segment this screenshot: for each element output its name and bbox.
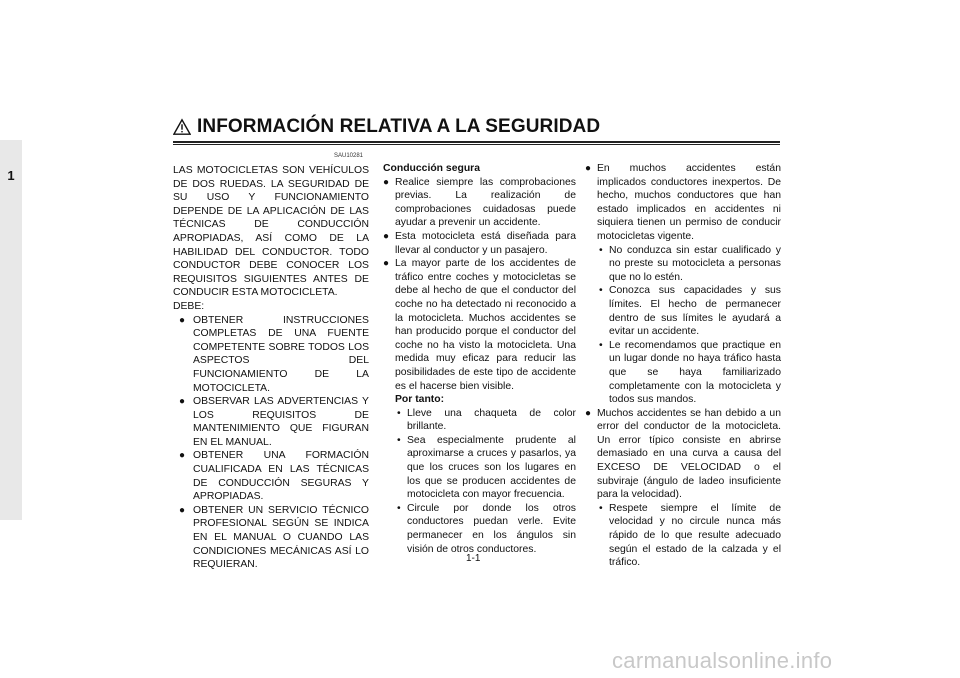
bullet-icon: ● — [179, 450, 186, 462]
page-title: INFORMACIÓN RELATIVA A LA SEGURIDAD — [197, 116, 601, 137]
bullet-icon: ● — [585, 163, 592, 174]
small-bullet-icon: • — [397, 502, 401, 514]
list-item: ● OBSERVAR LAS ADVERTENCIAS Y LOS REQUISITOS DE MANTENIMIENTO QUE FIGURAN EN EL MANUAL. — [179, 396, 369, 448]
list-item: ● OBTENER UN SERVICIO TÉCNICO PROFESIONAL SEGÚN SE INDICA EN EL MANUAL O CUANDO LAS CONDICIONES MECÁNICAS ASÍ LO REQUIERAN. — [179, 504, 369, 571]
list-item: ● Esta motocicleta está diseñada para llevar al conductor y un pasajero. — [383, 230, 576, 256]
list-item: ● OBTENER UNA FORMACIÓN CUALIFICADA EN LAS TÉCNICAS DE CONDUCCIÓN SEGURAS Y APROPIADAS. — [179, 450, 369, 503]
list-item: ● En muchos accidentes están implicados conductores inexpertos. De hecho, muchos conductores que han estado implicados en accidentes ni siquiera tienen un permiso de conducir motocicletas vigente. — [585, 163, 781, 242]
bullet-icon: ● — [179, 314, 186, 326]
section-number: 1 — [7, 168, 15, 183]
bullet-icon: ● — [179, 504, 186, 516]
bullet-icon: ● — [383, 230, 390, 242]
sub-list-item: • Circule por donde los otros conductores puedan verle. Evite permanecer en los ángulos sin visión de otros conductores. — [397, 502, 576, 555]
section-tab — [0, 140, 22, 520]
sub-list-item: • Le recomendamos que practique en un lugar donde no haya tráfico hasta que se haya familiarizado completamente con la motocicleta y todos sus mandos. — [599, 339, 781, 406]
bullet-icon: ● — [585, 407, 592, 419]
small-bullet-icon: • — [397, 434, 401, 446]
small-bullet-icon: • — [599, 502, 603, 514]
page-number: 1-1 — [466, 553, 481, 564]
watermark: carmanualsonline.info — [612, 648, 833, 673]
small-bullet-icon: • — [599, 244, 603, 256]
sub-list-item: • Lleve una chaqueta de color brillante. — [397, 407, 576, 433]
por-tanto-label: Por tanto: — [395, 394, 445, 406]
column-2 — [383, 162, 576, 556]
intro-paragraph: LAS MOTOCICLETAS SON VEHÍCULOS DE DOS RUEDAS. LA SEGURIDAD DE SU USO Y FUNCIONAMIENTO DEPENDE DE LA APLICACIÓN DE LAS TÉCNICAS DE CONDUCCIÓN APROPIADAS, ASÍ COMO DE LA HABILIDAD DEL CONDUCTOR. TODO CONDUCTOR DEBE CONOCER LOS REQUISITOS SIGUIENTES ANTES DE CONDUCIR ESTA MOTOCICLETA. — [173, 165, 369, 299]
column-3 — [585, 162, 781, 570]
section-subtitle: Conducción segura — [383, 163, 480, 174]
sub-list-item: • Sea especialmente prudente al aproximarse a cruces y pasarlos, ya que los cruces son los lugares en los que se producen accidentes de motocicleta con mayor frecuencia. — [397, 434, 576, 501]
debe-label: DEBE: — [173, 300, 205, 312]
doc-code: SAU10281 — [334, 153, 364, 159]
column-1 — [173, 164, 369, 572]
list-item: ● Realice siempre las comprobaciones previas. La realización de comprobaciones cuidadosas puede ayudar a prevenir un accidente. — [383, 176, 576, 229]
bullet-icon: ● — [179, 396, 186, 408]
sub-list-item: • No conduzca sin estar cualificado y no preste su motocicleta a personas que no lo estén. — [599, 244, 781, 283]
small-bullet-icon: • — [599, 285, 603, 297]
bullet-icon: ● — [383, 258, 390, 270]
sub-list-item: • Respete siempre el límite de velocidad y no circule nunca más rápido de lo que resulte adecuado según el estado de la calzada y el tráfico. — [599, 502, 781, 569]
heading-rule — [173, 141, 780, 145]
page-heading — [173, 116, 783, 138]
small-bullet-icon: • — [397, 407, 401, 419]
small-bullet-icon: • — [599, 339, 603, 351]
warning-icon — [173, 118, 191, 136]
list-item: ● OBTENER INSTRUCCIONES COMPLETAS DE UNA FUENTE COMPETENTE SOBRE TODOS LOS ASPECTOS DEL FUNCIONAMIENTO DE LA MOTOCICLETA. — [179, 314, 369, 394]
sub-list-item: • Conozca sus capacidades y sus límites. El hecho de permanecer dentro de sus límites le ayudará a evitar un accidente. — [599, 285, 781, 338]
list-item: ● La mayor parte de los accidentes de tráfico entre coches y motocicletas se debe al hecho de que el conductor del coche no ha detectado ni reconocido a la motocicleta. Muchos accidentes se han producido porque el conductor del coche no ha visto la motocicleta. Una medida muy eficaz para reducir las posibilidades de este tipo de accidente es el hacerse bien visible. — [383, 258, 576, 392]
list-item: ● Muchos accidentes se han debido a un error del conductor de la motocicleta. Un error típico consiste en abrirse demasiado en una curva a causa del EXCESO DE VELOCIDAD o el subviraje (ángulo de ladeo insuficiente para la velocidad). — [585, 407, 781, 501]
bullet-icon: ● — [383, 176, 390, 188]
